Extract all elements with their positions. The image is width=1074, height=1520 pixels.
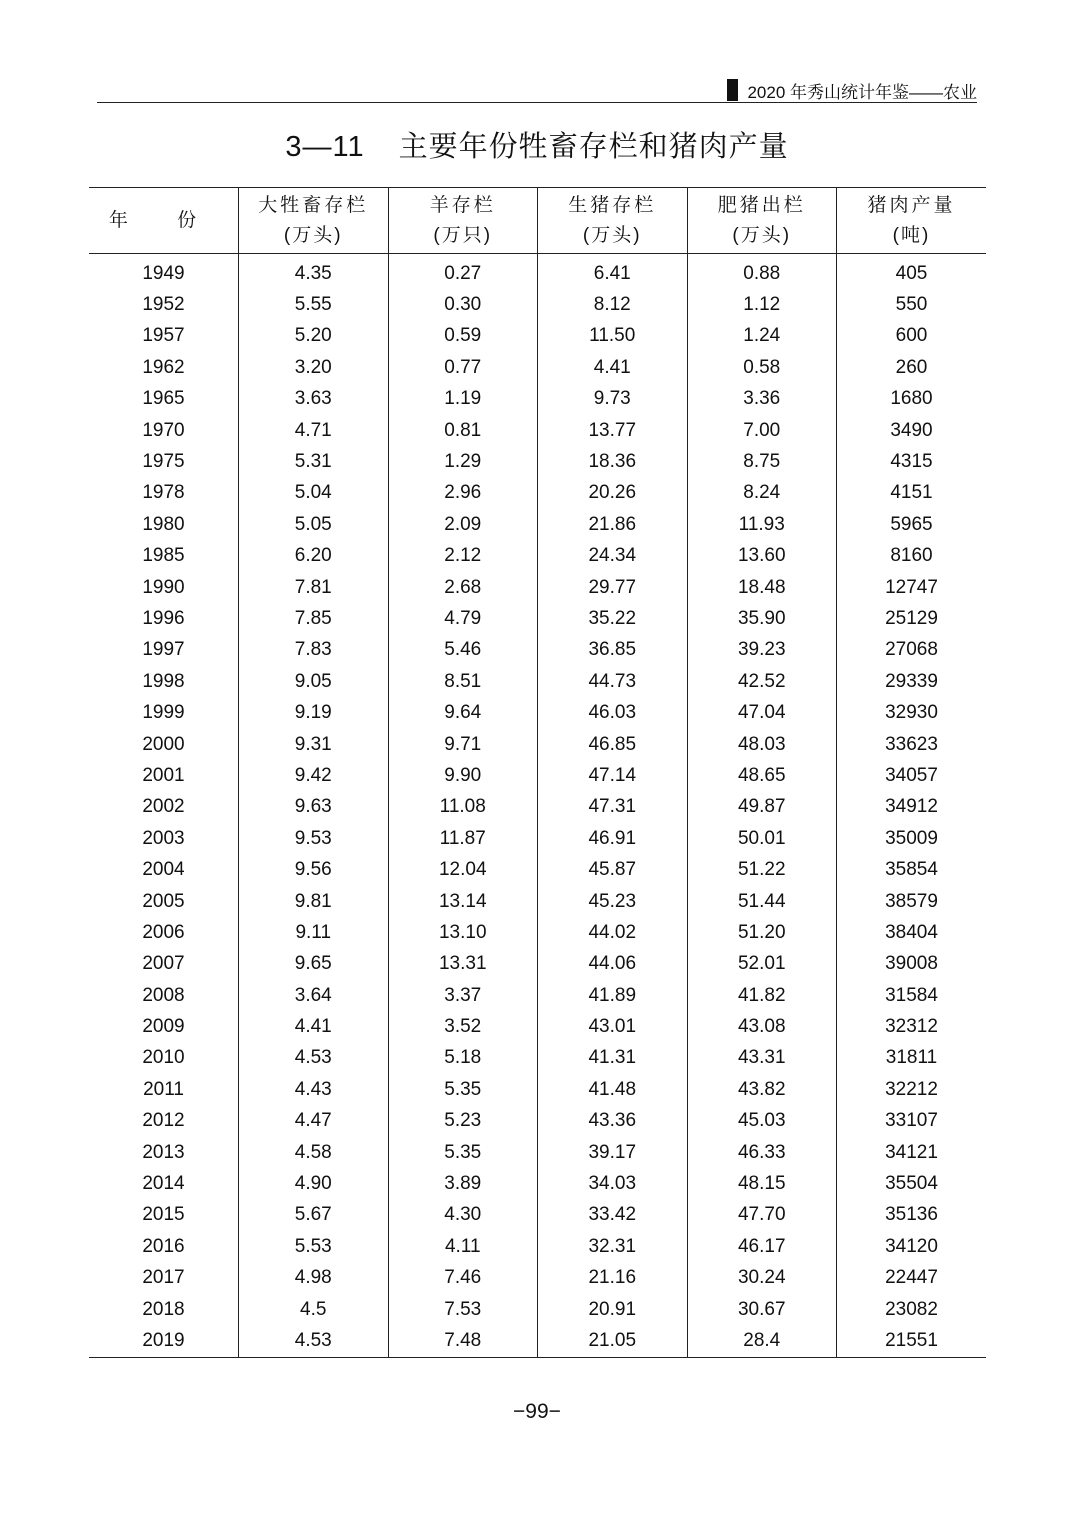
value-cell: 48.15 xyxy=(687,1168,837,1199)
value-cell: 46.91 xyxy=(538,823,688,854)
value-cell: 44.73 xyxy=(538,666,688,697)
value-cell: 33107 xyxy=(837,1106,987,1137)
value-cell: 3.63 xyxy=(239,384,389,415)
value-cell: 31811 xyxy=(837,1043,987,1074)
header-row xyxy=(89,188,986,254)
value-cell: 11.93 xyxy=(687,509,837,540)
value-cell: 35504 xyxy=(837,1168,987,1199)
value-cell: 28.4 xyxy=(687,1325,837,1357)
value-cell: 34121 xyxy=(837,1137,987,1168)
value-cell: 7.48 xyxy=(388,1325,538,1357)
year-cell: 2019 xyxy=(89,1325,239,1357)
table-row xyxy=(89,854,986,885)
value-cell: 4.11 xyxy=(388,1231,538,1262)
year-cell: 1962 xyxy=(142,356,185,378)
table-row xyxy=(89,446,986,477)
value-cell: 0.88 xyxy=(687,254,837,290)
value-cell: 5965 xyxy=(837,509,987,540)
value-cell: 43.01 xyxy=(538,1011,688,1042)
value-cell: 6.41 xyxy=(538,254,688,290)
column-header xyxy=(388,188,538,254)
value-cell: 41.48 xyxy=(538,1074,688,1105)
value-cell: 11.50 xyxy=(538,321,688,352)
value-cell: 48.65 xyxy=(687,760,837,791)
value-cell: 1680 xyxy=(837,384,987,415)
value-cell: 32.31 xyxy=(538,1231,688,1262)
table-row xyxy=(89,1137,986,1168)
table-row xyxy=(89,1200,986,1231)
table-number: 3—11 xyxy=(285,131,365,163)
value-cell: 9.71 xyxy=(388,729,538,760)
value-cell: 9.11 xyxy=(239,917,389,948)
column-header-unit: (吨) xyxy=(892,224,931,246)
value-cell: 44.06 xyxy=(538,949,688,980)
value-cell: 21.05 xyxy=(538,1325,688,1357)
value-cell: 4.98 xyxy=(239,1263,389,1294)
value-cell: 3.37 xyxy=(388,980,538,1011)
value-cell: 11.87 xyxy=(388,823,538,854)
value-cell: 32312 xyxy=(837,1011,987,1042)
column-header xyxy=(837,188,987,254)
value-cell: 30.67 xyxy=(687,1294,837,1325)
value-cell: 48.03 xyxy=(687,729,837,760)
table-row xyxy=(89,886,986,917)
year-cell: 1990 xyxy=(142,576,185,598)
table-row xyxy=(89,917,986,948)
value-cell: 13.10 xyxy=(388,917,538,948)
value-cell: 1.24 xyxy=(687,321,837,352)
year-cell: 1949 xyxy=(142,262,185,284)
running-header xyxy=(727,78,977,102)
value-cell: 39008 xyxy=(837,949,987,980)
table-header xyxy=(89,188,986,254)
value-cell: 0.27 xyxy=(388,254,538,290)
value-cell: 9.56 xyxy=(239,854,389,885)
value-cell: 18.36 xyxy=(538,446,688,477)
value-cell: 21.16 xyxy=(538,1263,688,1294)
value-cell: 0.81 xyxy=(388,415,538,446)
value-cell: 46.33 xyxy=(687,1137,837,1168)
table-row xyxy=(89,415,986,446)
value-cell: 13.14 xyxy=(388,886,538,917)
value-cell: 35854 xyxy=(837,854,987,885)
column-header xyxy=(89,188,239,254)
value-cell: 12.04 xyxy=(388,854,538,885)
year-cell: 2007 xyxy=(142,953,185,975)
value-cell: 38579 xyxy=(837,886,987,917)
value-cell: 34912 xyxy=(837,792,987,823)
value-cell: 9.19 xyxy=(239,697,389,728)
table-row xyxy=(89,1325,986,1357)
value-cell: 8160 xyxy=(837,541,987,572)
column-header-unit: (万只) xyxy=(433,224,493,246)
value-cell: 27068 xyxy=(837,635,987,666)
value-cell: 1.29 xyxy=(388,446,538,477)
table-row xyxy=(89,1263,986,1294)
value-cell: 4.47 xyxy=(239,1106,389,1137)
value-cell: 9.42 xyxy=(239,760,389,791)
running-header-title: 2020 年秀山统计年鉴——农业 xyxy=(747,82,977,102)
table-row xyxy=(89,603,986,634)
value-cell: 47.14 xyxy=(538,760,688,791)
value-cell: 8.51 xyxy=(388,666,538,697)
value-cell: 550 xyxy=(837,289,987,320)
value-cell: 51.20 xyxy=(687,917,837,948)
value-cell: 29339 xyxy=(837,666,987,697)
year-cell: 2016 xyxy=(142,1235,185,1257)
year-cell: 2001 xyxy=(142,764,185,786)
value-cell: 29.77 xyxy=(538,572,688,603)
year-cell: 1985 xyxy=(142,545,185,567)
value-cell: 41.82 xyxy=(687,980,837,1011)
value-cell: 33.42 xyxy=(538,1200,688,1231)
column-header-unit: (万头) xyxy=(732,224,792,246)
value-cell: 35.22 xyxy=(538,603,688,634)
table-row xyxy=(89,289,986,320)
table-row xyxy=(89,1231,986,1262)
value-cell: 47.04 xyxy=(687,697,837,728)
value-cell: 23082 xyxy=(837,1294,987,1325)
value-cell: 4.53 xyxy=(239,1043,389,1074)
year-cell: 2015 xyxy=(142,1204,185,1226)
value-cell: 4.35 xyxy=(239,254,389,290)
value-cell: 4.90 xyxy=(239,1168,389,1199)
table-row xyxy=(89,980,986,1011)
table-row xyxy=(89,1074,986,1105)
value-cell: 5.67 xyxy=(239,1200,389,1231)
value-cell: 24.34 xyxy=(538,541,688,572)
value-cell: 9.05 xyxy=(239,666,389,697)
table-row xyxy=(89,541,986,572)
value-cell: 7.81 xyxy=(239,572,389,603)
column-header-unit: (万头) xyxy=(582,224,642,246)
value-cell: 13.77 xyxy=(538,415,688,446)
value-cell: 4.41 xyxy=(538,352,688,383)
table-title-text: 主要年份牲畜存栏和猪肉产量 xyxy=(398,131,789,163)
value-cell: 600 xyxy=(837,321,987,352)
value-cell: 9.65 xyxy=(239,949,389,980)
value-cell: 4.71 xyxy=(239,415,389,446)
value-cell: 4.5 xyxy=(239,1294,389,1325)
year-cell: 2002 xyxy=(142,796,185,818)
value-cell: 4.41 xyxy=(239,1011,389,1042)
year-cell: 2005 xyxy=(142,890,185,912)
year-cell: 1980 xyxy=(142,513,185,535)
value-cell: 5.05 xyxy=(239,509,389,540)
value-cell: 44.02 xyxy=(538,917,688,948)
value-cell: 1.12 xyxy=(687,289,837,320)
value-cell: 5.35 xyxy=(388,1137,538,1168)
year-cell: 2006 xyxy=(142,921,185,943)
year-cell: 1957 xyxy=(142,325,185,347)
table-row xyxy=(89,792,986,823)
value-cell: 9.64 xyxy=(388,697,538,728)
value-cell: 5.31 xyxy=(239,446,389,477)
page-number: −99− xyxy=(513,1400,561,1423)
value-cell: 4.53 xyxy=(239,1325,389,1357)
value-cell: 46.85 xyxy=(538,729,688,760)
year-cell: 1965 xyxy=(142,388,185,410)
value-cell: 260 xyxy=(837,352,987,383)
table-row xyxy=(89,1168,986,1199)
year-cell: 2004 xyxy=(142,859,185,881)
value-cell: 18.48 xyxy=(687,572,837,603)
value-cell: 35009 xyxy=(837,823,987,854)
table-row xyxy=(89,823,986,854)
table-row xyxy=(89,729,986,760)
table-row xyxy=(89,635,986,666)
value-cell: 46.03 xyxy=(538,697,688,728)
value-cell: 4315 xyxy=(837,446,987,477)
column-header-label: 肥猪出栏 xyxy=(717,194,806,216)
value-cell: 52.01 xyxy=(687,949,837,980)
value-cell: 2.09 xyxy=(388,509,538,540)
value-cell: 405 xyxy=(837,254,987,290)
year-cell: 2000 xyxy=(142,733,185,755)
value-cell: 7.53 xyxy=(388,1294,538,1325)
table-row xyxy=(89,1011,986,1042)
table-row xyxy=(89,1106,986,1137)
value-cell: 49.87 xyxy=(687,792,837,823)
value-cell: 21551 xyxy=(837,1325,987,1357)
value-cell: 36.85 xyxy=(538,635,688,666)
year-cell: 2017 xyxy=(142,1267,185,1289)
value-cell: 5.55 xyxy=(239,289,389,320)
value-cell: 3.64 xyxy=(239,980,389,1011)
value-cell: 41.89 xyxy=(538,980,688,1011)
year-cell: 2012 xyxy=(142,1110,185,1132)
value-cell: 3.20 xyxy=(239,352,389,383)
year-cell: 2008 xyxy=(142,984,185,1006)
value-cell: 3490 xyxy=(837,415,987,446)
column-header-label: 猪肉产量 xyxy=(867,194,956,216)
value-cell: 0.30 xyxy=(388,289,538,320)
table-row xyxy=(89,760,986,791)
year-cell: 1970 xyxy=(142,419,185,441)
value-cell: 43.36 xyxy=(538,1106,688,1137)
table-row xyxy=(89,478,986,509)
value-cell: 5.35 xyxy=(388,1074,538,1105)
column-header-label: 生猪存栏 xyxy=(568,194,657,216)
value-cell: 7.83 xyxy=(239,635,389,666)
value-cell: 22447 xyxy=(837,1263,987,1294)
value-cell: 8.12 xyxy=(538,289,688,320)
table-row xyxy=(89,321,986,352)
value-cell: 7.00 xyxy=(687,415,837,446)
table-row xyxy=(89,254,986,290)
table-row xyxy=(89,352,986,383)
value-cell: 9.53 xyxy=(239,823,389,854)
value-cell: 13.60 xyxy=(687,541,837,572)
year-cell: 1998 xyxy=(142,670,185,692)
value-cell: 35136 xyxy=(837,1200,987,1231)
value-cell: 3.52 xyxy=(388,1011,538,1042)
column-header xyxy=(239,188,389,254)
year-cell: 2018 xyxy=(142,1298,185,1320)
value-cell: 9.90 xyxy=(388,760,538,791)
value-cell: 21.86 xyxy=(538,509,688,540)
value-cell: 5.20 xyxy=(239,321,389,352)
table-row xyxy=(89,1294,986,1325)
table-row xyxy=(89,509,986,540)
value-cell: 5.04 xyxy=(239,478,389,509)
value-cell: 9.73 xyxy=(538,384,688,415)
value-cell: 45.23 xyxy=(538,886,688,917)
year-cell: 1996 xyxy=(142,607,185,629)
year-cell: 2014 xyxy=(142,1173,185,1195)
value-cell: 43.08 xyxy=(687,1011,837,1042)
value-cell: 45.87 xyxy=(538,854,688,885)
column-header-label: 年 份 xyxy=(108,209,219,231)
value-cell: 4.30 xyxy=(388,1200,538,1231)
value-cell: 4.79 xyxy=(388,603,538,634)
value-cell: 9.63 xyxy=(239,792,389,823)
value-cell: 6.20 xyxy=(239,541,389,572)
value-cell: 9.81 xyxy=(239,886,389,917)
value-cell: 7.85 xyxy=(239,603,389,634)
value-cell: 39.17 xyxy=(538,1137,688,1168)
value-cell: 34120 xyxy=(837,1231,987,1262)
value-cell: 51.44 xyxy=(687,886,837,917)
table-row xyxy=(89,666,986,697)
value-cell: 33623 xyxy=(837,729,987,760)
value-cell: 30.24 xyxy=(687,1263,837,1294)
value-cell: 13.31 xyxy=(388,949,538,980)
value-cell: 4151 xyxy=(837,478,987,509)
value-cell: 3.89 xyxy=(388,1168,538,1199)
value-cell: 34057 xyxy=(837,760,987,791)
column-header-unit: (万头) xyxy=(283,224,343,246)
table-row xyxy=(89,949,986,980)
table-row xyxy=(89,384,986,415)
table-row xyxy=(89,697,986,728)
year-cell: 1978 xyxy=(142,482,185,504)
year-cell: 2010 xyxy=(142,1047,185,1069)
value-cell: 34.03 xyxy=(538,1168,688,1199)
column-header xyxy=(687,188,837,254)
value-cell: 50.01 xyxy=(687,823,837,854)
value-cell: 41.31 xyxy=(538,1043,688,1074)
value-cell: 12747 xyxy=(837,572,987,603)
livestock-table xyxy=(89,187,986,1358)
value-cell: 5.53 xyxy=(239,1231,389,1262)
value-cell: 51.22 xyxy=(687,854,837,885)
value-cell: 32212 xyxy=(837,1074,987,1105)
value-cell: 2.68 xyxy=(388,572,538,603)
table-body xyxy=(89,254,986,1358)
year-cell: 2009 xyxy=(142,1016,185,1038)
value-cell: 20.26 xyxy=(538,478,688,509)
value-cell: 39.23 xyxy=(687,635,837,666)
value-cell: 25129 xyxy=(837,603,987,634)
value-cell: 1.19 xyxy=(388,384,538,415)
value-cell: 8.24 xyxy=(687,478,837,509)
column-header xyxy=(538,188,688,254)
value-cell: 31584 xyxy=(837,980,987,1011)
table-row xyxy=(89,1043,986,1074)
value-cell: 2.12 xyxy=(388,541,538,572)
value-cell: 0.59 xyxy=(388,321,538,352)
value-cell: 47.70 xyxy=(687,1200,837,1231)
value-cell: 5.23 xyxy=(388,1106,538,1137)
value-cell: 5.46 xyxy=(388,635,538,666)
value-cell: 0.58 xyxy=(687,352,837,383)
column-header-label: 大牲畜存栏 xyxy=(258,194,369,216)
value-cell: 46.17 xyxy=(687,1231,837,1262)
value-cell: 0.77 xyxy=(388,352,538,383)
value-cell: 11.08 xyxy=(388,792,538,823)
table-title xyxy=(0,124,1074,165)
year-cell: 1975 xyxy=(142,451,185,473)
value-cell: 9.31 xyxy=(239,729,389,760)
year-cell: 2011 xyxy=(143,1078,184,1100)
value-cell: 47.31 xyxy=(538,792,688,823)
value-cell: 8.75 xyxy=(687,446,837,477)
year-cell: 2003 xyxy=(142,827,185,849)
value-cell: 3.36 xyxy=(687,384,837,415)
value-cell: 7.46 xyxy=(388,1263,538,1294)
table-row xyxy=(89,572,986,603)
year-cell: 2013 xyxy=(142,1141,185,1163)
value-cell: 5.18 xyxy=(388,1043,538,1074)
year-cell: 1952 xyxy=(142,294,185,316)
header-rule xyxy=(97,102,977,103)
column-header-label: 羊存栏 xyxy=(429,194,496,216)
value-cell: 43.31 xyxy=(687,1043,837,1074)
header-marker-block xyxy=(727,79,738,101)
value-cell: 32930 xyxy=(837,697,987,728)
value-cell: 20.91 xyxy=(538,1294,688,1325)
value-cell: 42.52 xyxy=(687,666,837,697)
value-cell: 4.58 xyxy=(239,1137,389,1168)
year-cell: 1997 xyxy=(142,639,185,661)
value-cell: 35.90 xyxy=(687,603,837,634)
value-cell: 38404 xyxy=(837,917,987,948)
value-cell: 45.03 xyxy=(687,1106,837,1137)
value-cell: 2.96 xyxy=(388,478,538,509)
value-cell: 4.43 xyxy=(239,1074,389,1105)
year-cell: 1999 xyxy=(142,702,185,724)
value-cell: 43.82 xyxy=(687,1074,837,1105)
